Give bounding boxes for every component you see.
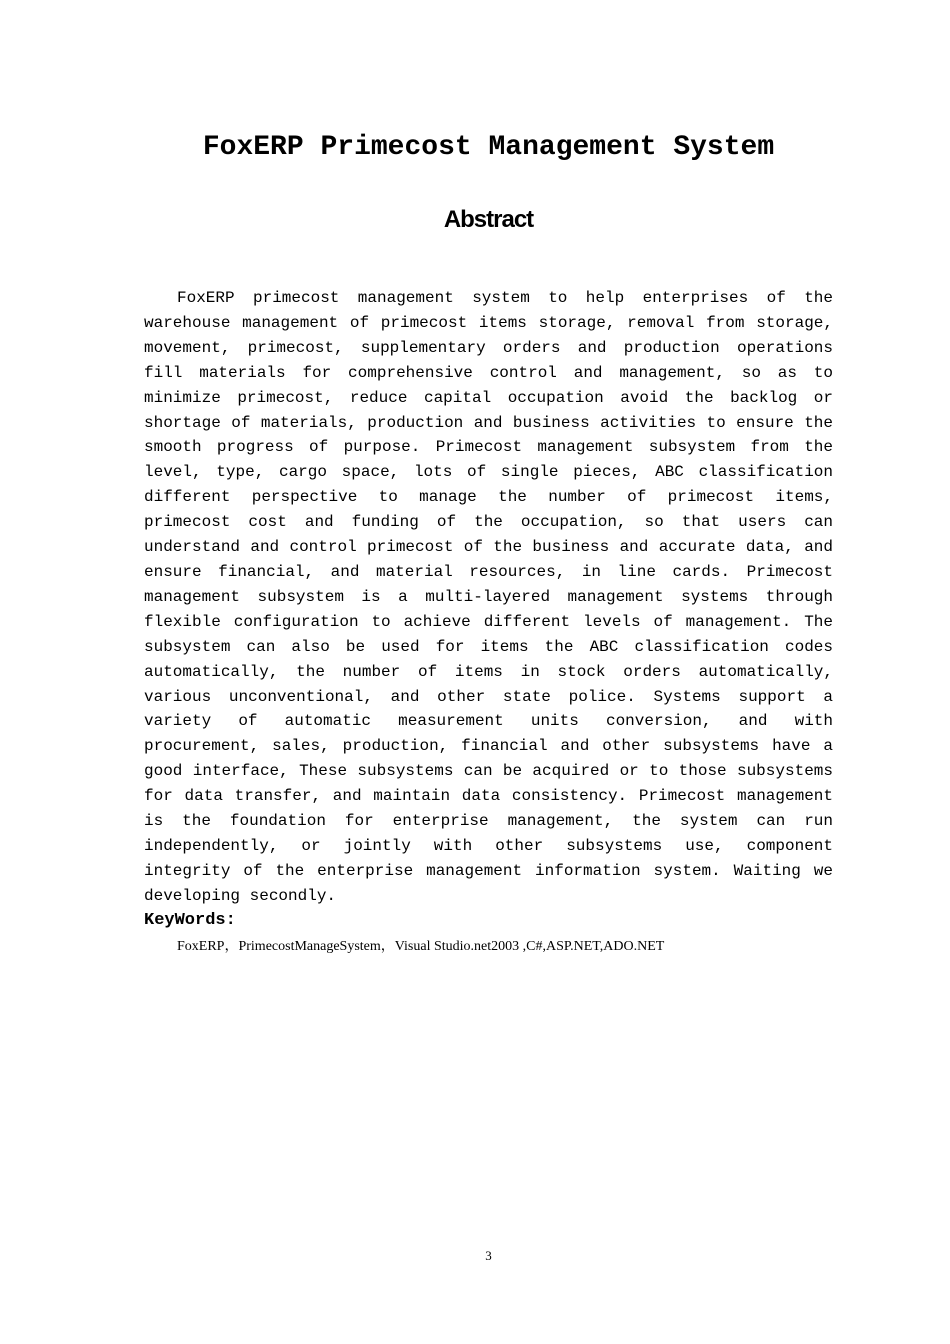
keywords-label: KeyWords: (144, 911, 236, 930)
keywords-list: FoxERP，PrimecostManageSystem，Visual Studio.net2003 ,C#,ASP.NET,ADO.NET (177, 939, 665, 954)
page-number: 3 (485, 1248, 492, 1263)
abstract-heading: Abstract (443, 206, 534, 233)
document-title: FoxERP Primecost Management System (202, 132, 775, 163)
abstract-paragraph: FoxERP primecost management system to help enterprises of the warehouse management of primecost items storage, removal from storage, movement, primecost, supplementary orders and production operations fill materials for comprehensive control and management, so as to minimize primecost, reduce capital occupation avoid the backlog or shortage of materials, production and business activities to ensure the smooth progress of purpose. Primecost management subsystem from the level, type, cargo space, lots of single pieces, ABC classification different perspective to manage the number of primecost items, primecost cost and funding of the occupation, so that users can understand and control primecost of the business and accurate data, and ensure financial, and material resources, in line cards. Primecost management subsystem is a multi-layered management systems through flexible configuration to achieve different levels of management. The subsystem can also be used for items the ABC classification codes automatically, the number of items in stock orders automatically, various unconventional, and other state police. Systems support a variety of automatic measurement units conversion, and with procurement, sales, production, financial and other subsystems have a good interface, These subsystems can be acquired or to those subsystems for data transfer, and maintain data consistency. Primecost management is the foundation for enterprise management, the system can run independently, or jointly with other subsystems use, component integrity of the enterprise management information system. Waiting we developing secondly. (144, 289, 833, 905)
